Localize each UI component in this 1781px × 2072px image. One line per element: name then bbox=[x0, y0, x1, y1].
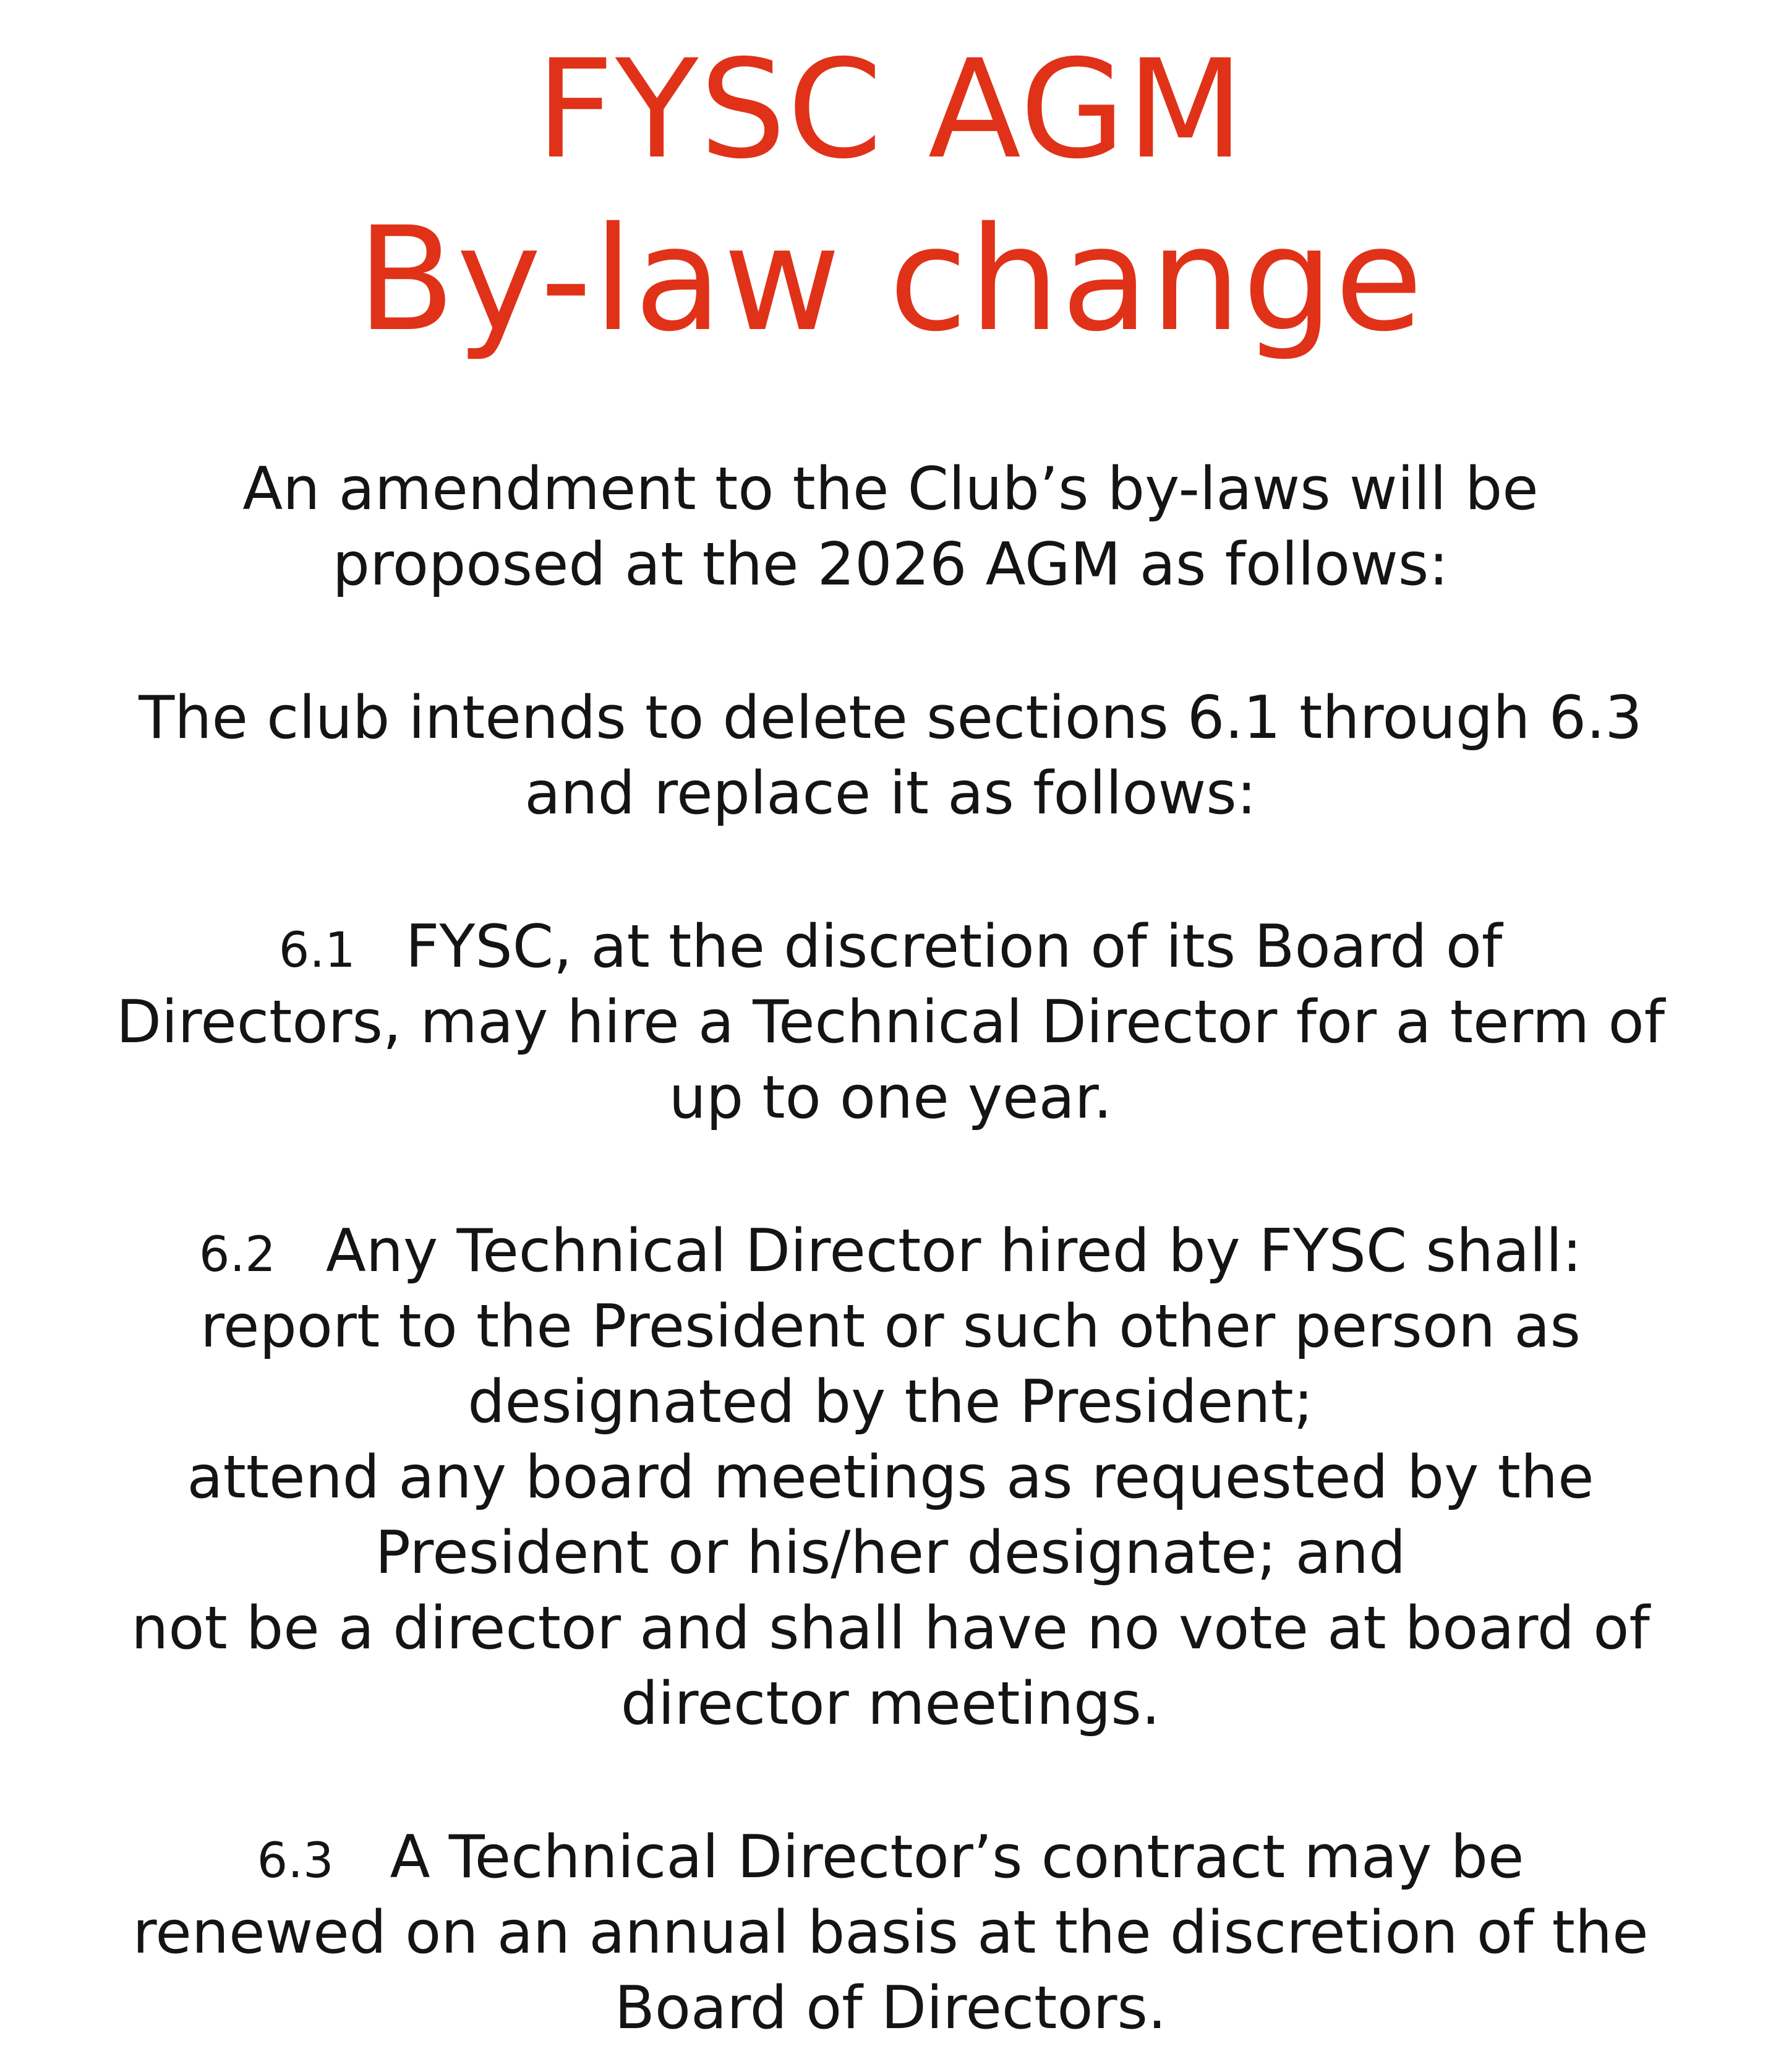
section-6-3-number: 6.3 bbox=[257, 1833, 334, 1889]
statement-line-1: The club intends to delete sections 6.1 through 6.3 bbox=[139, 684, 1642, 752]
section-6-2-number: 6.2 bbox=[199, 1227, 276, 1283]
section-6-2-line-5: President or his/her designate; and bbox=[375, 1519, 1406, 1587]
section-6-1-line-3: up to one year. bbox=[668, 1064, 1113, 1132]
section-6-3-heading bbox=[0, 1820, 1781, 1899]
section-6-2-line-6: not be a director and shall have no vote at board of bbox=[131, 1595, 1650, 1663]
section-6-1-line-2: Directors, may hire a Technical Director for a term of bbox=[116, 988, 1665, 1056]
section-6-2-line-7: director meetings. bbox=[620, 1670, 1161, 1738]
section-6-2-line-3: designated by the President; bbox=[468, 1368, 1313, 1436]
intro-line-1: An amendment to the Club’s by-laws will be bbox=[242, 455, 1539, 523]
section-6-1-line-1: FYSC, at the discretion of its Board of bbox=[405, 913, 1503, 981]
section-6-2-line-1: Any Technical Director hired by FYSC shall: bbox=[325, 1217, 1582, 1285]
title-line-2: By-law change bbox=[356, 196, 1424, 363]
section-6-3-line-2: renewed on an annual basis at the discretion of the bbox=[132, 1899, 1649, 1967]
section-6-2-line-2: report to the President or such other person as bbox=[200, 1293, 1581, 1361]
section-6-1-heading bbox=[0, 909, 1781, 988]
section-6-2-heading bbox=[0, 1214, 1781, 1293]
statement-line-2: and replace it as follows: bbox=[524, 760, 1257, 828]
title-line-1: FYSC AGM bbox=[536, 30, 1245, 189]
section-6-3-line-3: Board of Directors. bbox=[614, 1974, 1167, 2042]
section-6-3-line-1: A Technical Director’s contract may be bbox=[390, 1823, 1524, 1891]
intro-line-2: proposed at the 2026 AGM as follows: bbox=[332, 531, 1449, 599]
section-6-2-line-4: attend any board meetings as requested by the bbox=[187, 1444, 1594, 1512]
section-6-1-number: 6.1 bbox=[278, 923, 356, 978]
